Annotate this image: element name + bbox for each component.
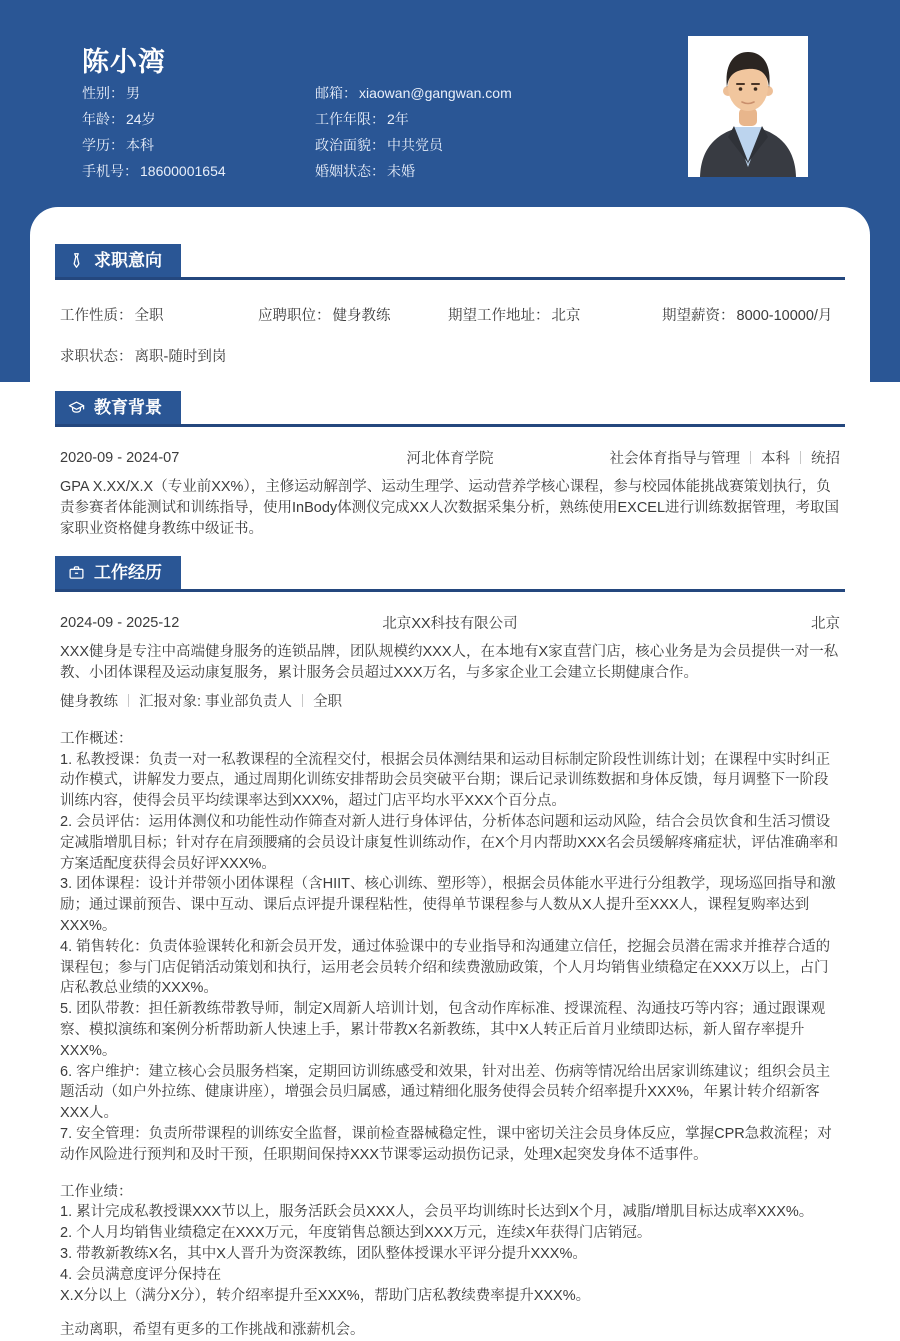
- overview-item: 5. 团队带教：担任新教练带教导师，制定X周新人培训计划，包含动作库标准、授课流程、沟通技巧等内容；通过跟课观察、模拟演练和案例分析帮助新人快速上手，累计带教X名新教练，其中X人转正后首月业绩即达标，新人留存率提升XXX%。: [60, 1001, 826, 1059]
- overview-item: 6. 客户维护：建立核心会员服务档案，定期回访训练感受和效果，针对出差、伤病等情况给出居家训练建议；组织会员主题活动（如户外拉练、健康讲座），增强会员归属感，通过精细化服务使得会员转介绍率提升XXX%，年累计转介绍新客XXX人。: [60, 1063, 831, 1122]
- graduation-cap-icon: [68, 399, 85, 416]
- profile-field-experience-years: 工作年限： 2年: [315, 111, 409, 127]
- profile-field-education: 学历： 本科: [82, 137, 154, 153]
- candidate-name: 陈小湾: [82, 47, 166, 77]
- work-job-type: 全职: [313, 693, 343, 710]
- overview-title: 工作概述：: [60, 730, 133, 747]
- field-job-nature: 工作性质： 全职: [60, 308, 164, 324]
- section-badge-work: [55, 556, 181, 589]
- education-detail: [610, 447, 841, 468]
- section-title: 求职意向: [94, 251, 162, 270]
- profile-field-email: 邮箱： xiaowan@gangwan.com: [315, 85, 512, 101]
- work-overview: [60, 729, 840, 1166]
- overview-item: 1. 私教授课：负责一对一私教课程的全流程交付，根据会员体测结果和运动目标制定阶段性训练计划；在课程中实时纠正动作模式，讲解发力要点，通过周期化训练安排帮助会员突破平台期；课后记录训练数据和身体反馈，每月调整下一阶段训练内容，使得会员平均续课率达到XXX%，超过门店平均水平XXX个百分点。: [60, 751, 831, 810]
- achievement-item: 2. 个人月均销售业绩稳定在XXX万元，年度销售总额达到XXX万元，连续X年获得门店销冠。: [60, 1225, 652, 1242]
- section-badge-education: [55, 391, 181, 424]
- achievement-item: 1. 累计完成私教授课XXX节以上，服务活跃会员XXX人，会员平均训练时长达到X个月，减脂/增肌目标达成率XXX%。: [60, 1204, 814, 1221]
- section-header-education: [55, 391, 845, 427]
- briefcase-icon: [68, 564, 85, 581]
- profile-info-grid: [82, 83, 642, 181]
- overview-item: 3. 团体课程：设计并带领小团体课程（含HIIT、核心训练、塑形等），根据会员体能水平进行分组教学，现场巡回指导和激励；通过课前预告、课中互动、课后点评提升课程粘性，使得单节课程参与人数从X人提升至XXX人，课程复购率达到XXX%。: [60, 876, 836, 934]
- field-target-position: 应聘职位： 健身教练: [258, 308, 391, 324]
- divider: [128, 694, 129, 707]
- education-period: 2020-09 - 2024-07: [60, 449, 180, 466]
- intention-status-row: [60, 345, 840, 366]
- section-badge-intention: [55, 244, 181, 277]
- work-meta-row: [60, 612, 840, 633]
- work-achievements: [60, 1182, 840, 1307]
- work-role-row: [60, 692, 840, 713]
- overview-item: 2. 会员评估：运用体测仪和功能性动作筛查对新人进行身体评估，分析体态问题和运动风险，结合会员饮食和生活习惯设定减脂增肌目标；针对存在肩颈腰痛的会员设计康复性训练动作，在X个月内帮助XXX名会员缓解疼痛症状，评估准确率和方案适配度获得会员好评XXX%。: [60, 813, 839, 872]
- overview-item: 7. 安全管理：负责所带课程的训练安全监督，课前检查器械稳定性，课中密切关注会员身体反应，掌握CPR急救流程；对动作风险进行预判和及时干预，任职期间保持XXX节课零运动损伤记录，处理X起突发身体不适事件。: [60, 1125, 832, 1163]
- work-body: [55, 612, 845, 1341]
- profile-field-gender: 性别： 男: [82, 85, 140, 101]
- leave-reason: 主动离职，希望有更多的工作挑战和涨薪机会。: [60, 1322, 365, 1339]
- section-header-intention: [55, 244, 845, 280]
- profile-field-age: 年龄： 24岁: [82, 111, 156, 127]
- section-header-work: [55, 556, 845, 592]
- company-intro: XXX健身是专注中高端健身服务的连锁品牌，团队规模约XXX人，在本地有X家直营门店，核心业务是为会员提供一对一私教、小团体课程及运动康复服务，累计服务会员超过XXX万名，与多家企业工会建立长期健康合作。: [60, 644, 839, 682]
- divider: [750, 451, 751, 464]
- achievement-item: X.X分以上（满分X分），转介绍率提升至XXX%，帮助门店私教续费率提升XXX%。: [60, 1287, 591, 1304]
- achievement-item: 3. 带教新教练X名，其中X人晋升为资深教练，团队整体授课水平评分提升XXX%。: [60, 1245, 587, 1262]
- education-enroll-type: 统招: [811, 451, 840, 467]
- achievements-title: 工作业绩：: [60, 1183, 133, 1200]
- work-period: 2024-09 - 2025-12: [60, 614, 180, 631]
- profile-field-marital-status: 婚姻状态： 未婚: [315, 163, 415, 179]
- field-expected-location: 期望工作地址： 北京: [448, 308, 581, 324]
- intention-body: [55, 304, 845, 366]
- intention-fields-row: [60, 304, 840, 325]
- education-description: GPA X.XX/X.X（专业前XX%），主修运动解剖学、运动生理学、运动营养学核心课程，参与校园体能挑战赛策划执行，负责参赛者体能测试和训练指导，使用InBody体测仪完成XX人次数据采集分析，熟练使用EXCEL进行训练数据管理，考取国家职业资格健身教练中级证书。: [60, 479, 840, 537]
- section-title: 工作经历: [94, 563, 162, 583]
- work-report-to: 汇报对象: 事业部负责人: [139, 693, 293, 710]
- education-degree: 本科: [761, 451, 790, 467]
- candidate-photo: [688, 36, 808, 177]
- overview-item: 4. 销售转化：负责体验课转化和新会员开发，通过体验课中的专业指导和沟通建立信任，挖掘会员潜在需求并推荐合适的课程包；参与门店促销活动策划和执行，运用老会员转介绍和续费激励政策，个人月均销售业绩稳定在XXX万以上，占门店私教总业绩的XXX%。: [60, 938, 831, 997]
- profile-field-phone: 手机号： 18600001654: [82, 163, 226, 179]
- divider: [302, 694, 303, 707]
- tie-icon: [68, 252, 85, 269]
- section-title: 教育背景: [94, 398, 162, 417]
- achievement-item: 4. 会员满意度评分保持在: [60, 1266, 222, 1283]
- candidate-photo-illustration: [688, 36, 808, 177]
- education-body: [55, 447, 845, 539]
- field-expected-salary: 期望薪资： 8000-10000/月: [662, 308, 833, 324]
- work-role: 健身教练: [60, 693, 118, 710]
- divider: [800, 451, 801, 464]
- education-major: 社会体育指导与管理: [609, 451, 740, 467]
- education-meta-row: [60, 447, 840, 468]
- education-school: 河北体育学院: [406, 451, 494, 467]
- profile-field-political-status: 政治面貌： 中共党员: [315, 137, 443, 153]
- resume-card: [30, 207, 870, 1339]
- work-location: 北京: [811, 616, 840, 633]
- field-job-status: 求职状态： 离职-随时到岗: [60, 349, 227, 365]
- work-company: 北京XX科技有限公司: [382, 616, 518, 633]
